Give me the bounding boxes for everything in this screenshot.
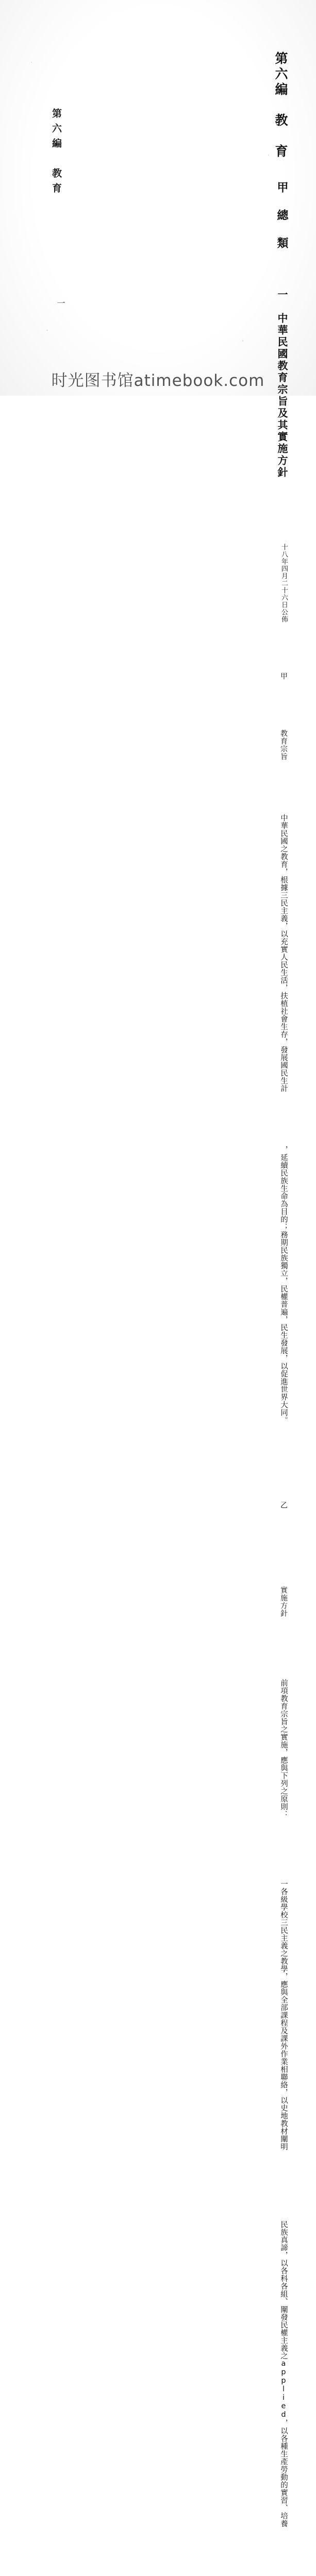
body-column-5: 民族真諦，以各科各組、闡發民權主義之applied，以各種生產勞動的實習、培養 <box>280 2150 288 2528</box>
section-label: 甲 總 類 <box>276 160 287 251</box>
vertical-text-body <box>266 49 287 359</box>
body-column-4: 一各級學校三民主義之教學，應與全部課程及課外作業相聯絡，以史地教材闡明 <box>280 1818 288 2150</box>
page-number: 一 <box>55 299 66 307</box>
promulgation-date: 十八年四月二十六日公佈 <box>280 479 287 623</box>
body-column-1: 中華民國之教育，根據三民主義，以充實人民生活，扶植社會生存，發展國民生計 <box>280 760 288 1092</box>
article-heading: 一 中華民國教育宗旨及其實施方針 <box>277 251 287 479</box>
subhead-purpose: 教育宗旨 <box>280 680 287 760</box>
subhead-policy: 實施方針 <box>280 1509 287 1617</box>
marker-yi: 乙 <box>280 1424 287 1509</box>
document-page <box>0 0 316 396</box>
body-column-3: 前項教育宗旨之實施，應與下列之原則： <box>280 1617 288 1818</box>
body-column-6 <box>280 2528 288 2576</box>
marker-jia: 甲 <box>280 623 287 680</box>
page-title: 第六編 教 育 <box>274 49 287 160</box>
watermark: 时光图书馆atimebook.com <box>0 367 316 391</box>
running-header: 第六編 教育 <box>49 108 63 198</box>
body-column-2: ，延續民族生命為目的；務期民族獨立，民權普遍，民生發展，以促進世界大同。 <box>280 1092 288 1424</box>
